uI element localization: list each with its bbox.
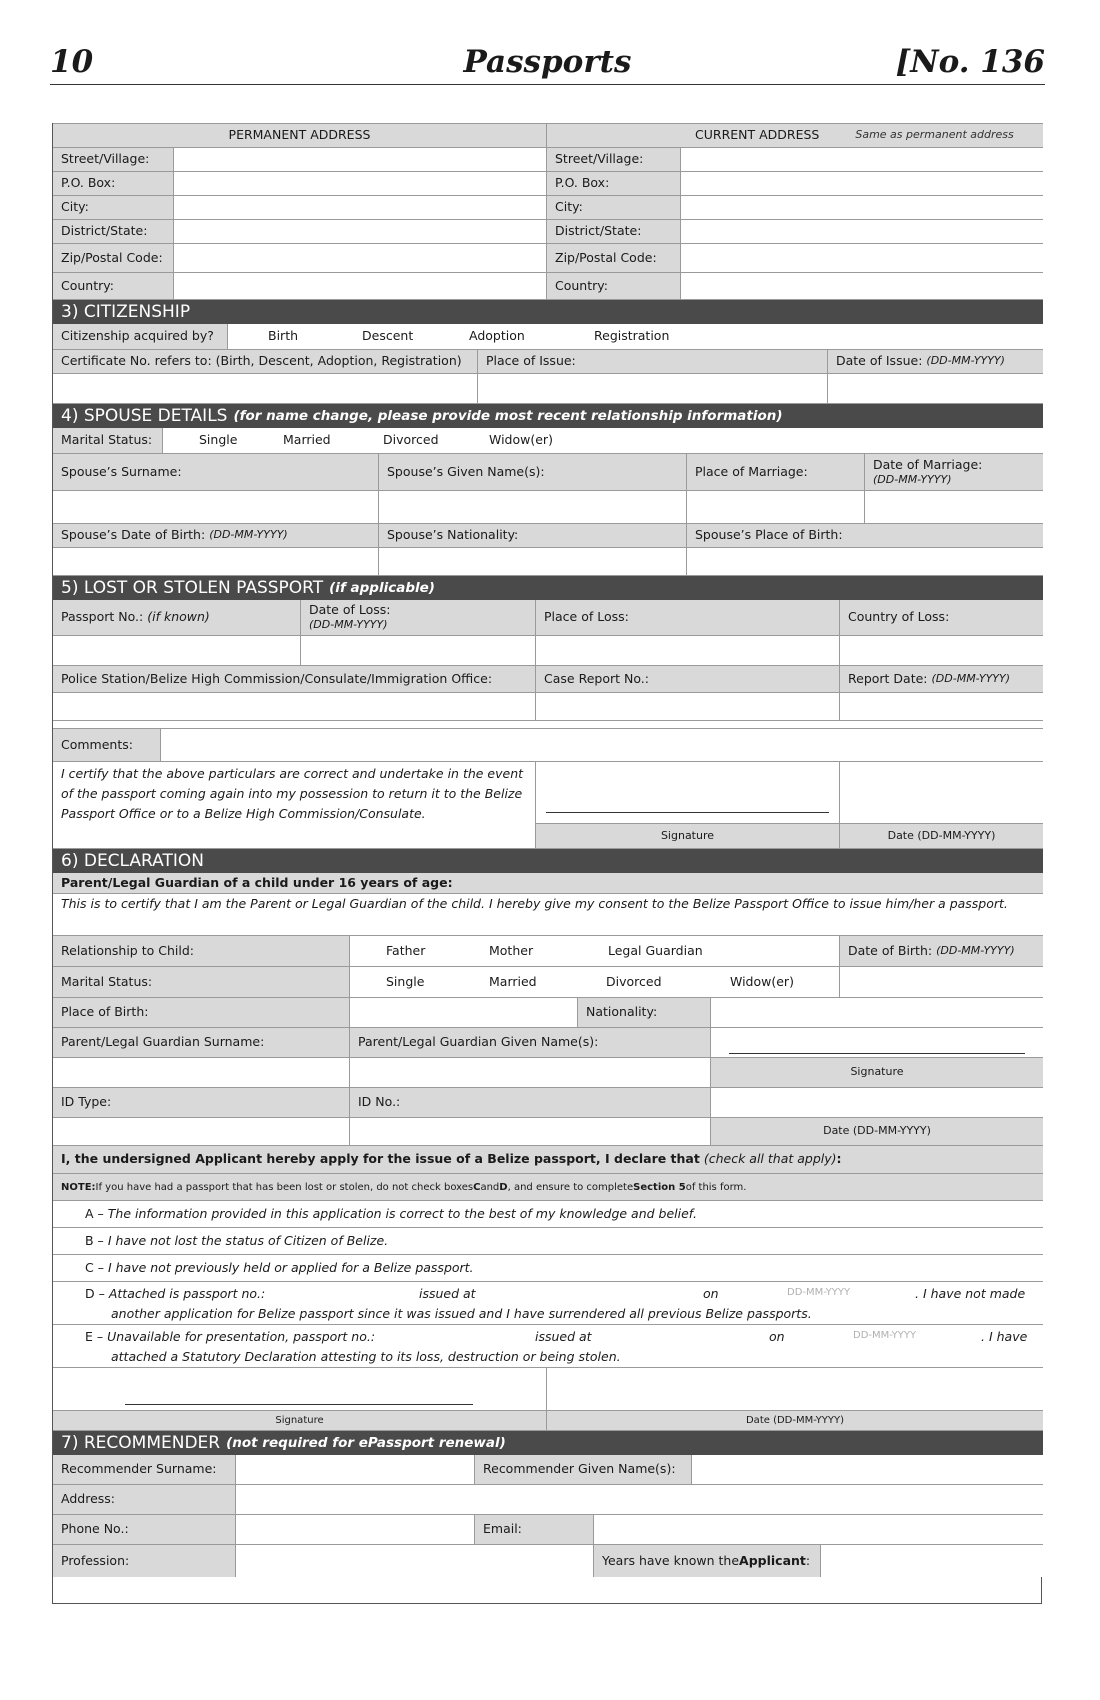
police-station-field[interactable]: [53, 693, 536, 721]
country-of-loss-field[interactable]: [840, 636, 1043, 666]
place-of-loss-field[interactable]: [536, 636, 840, 666]
perm-street-label: Street/Village:: [53, 148, 174, 172]
declaration-item-b[interactable]: B – I have not lost the status of Citizen of Belize.: [53, 1228, 1043, 1255]
case-report-no-label: Case Report No.:: [536, 666, 840, 693]
certificate-no-label: Certificate No. refers to: (Birth, Descent, Adoption, Registration): [53, 350, 478, 374]
place-of-marriage-field[interactable]: [687, 491, 865, 524]
curr-zip-label: Zip/Postal Code:: [547, 244, 681, 273]
guardian-given-field[interactable]: [350, 1058, 711, 1088]
perm-country-label: Country:: [53, 273, 174, 300]
declaration-item-a[interactable]: A – The information provided in this application is correct to the best of my knowledge and belief.: [53, 1201, 1043, 1228]
id-type-field[interactable]: [53, 1118, 350, 1146]
page-header: [50, 40, 1045, 85]
spouse-option-married[interactable]: Married: [283, 432, 331, 448]
id-no-label: ID No.:: [350, 1088, 711, 1118]
recommender-profession-field[interactable]: [236, 1545, 594, 1577]
place-of-issue-label: Place of Issue:: [478, 350, 828, 374]
recommender-surname-field[interactable]: [236, 1455, 475, 1485]
date-of-loss-field[interactable]: [301, 636, 536, 666]
option-descent[interactable]: Descent: [362, 328, 414, 344]
curr-street-label: Street/Village:: [547, 148, 681, 172]
report-date-label: Report Date: (DD-MM-YYYY): [840, 666, 1043, 693]
curr-district-label: District/State:: [547, 220, 681, 244]
lost-certify-text: I certify that the above particulars are correct and undertake in the event of the passport coming again into my possession to return it to the Belize Passport Office or to a Belize High Commission/Consulate.: [53, 762, 536, 849]
curr-zip-field[interactable]: [681, 244, 1043, 273]
guardian-nationality-field[interactable]: [711, 998, 1043, 1028]
curr-pobox-field[interactable]: [681, 172, 1043, 196]
recommender-section-bar: 7) RECOMMENDER (not required for ePassport renewal): [53, 1431, 1043, 1455]
spouse-dob-field[interactable]: [53, 548, 379, 576]
report-date-field[interactable]: [840, 693, 1043, 721]
case-report-no-field[interactable]: [536, 693, 840, 721]
guardian-option-widower[interactable]: Widow(er): [730, 973, 794, 989]
guardian-surname-label: Parent/Legal Guardian Surname:: [53, 1028, 350, 1058]
lost-date-box[interactable]: [840, 762, 1043, 824]
recommender-phone-label: Phone No.:: [53, 1515, 236, 1545]
date-of-marriage-label: Date of Marriage: (DD-MM-YYYY): [865, 454, 1043, 491]
current-address-heading: CURRENT ADDRESS Same as permanent address: [547, 123, 1043, 148]
spouse-option-widower[interactable]: Widow(er): [489, 432, 553, 448]
spouse-option-single[interactable]: Single: [199, 432, 238, 448]
spouse-section-bar: 4) SPOUSE DETAILS (for name change, please provide most recent relationship information): [53, 404, 1043, 428]
same-as-permanent-note: Same as permanent address: [855, 128, 1014, 142]
spouse-given-field[interactable]: [379, 491, 687, 524]
recommender-profession-label: Profession:: [53, 1545, 236, 1577]
lost-passport-section-bar: 5) LOST OR STOLEN PASSPORT (if applicable): [53, 576, 1043, 600]
country-of-loss-label: Country of Loss:: [840, 600, 1043, 636]
id-no-field[interactable]: [350, 1118, 711, 1146]
guardian-marital-options[interactable]: [350, 967, 840, 998]
page-number: 10: [50, 44, 94, 80]
lost-passport-no-label: Passport No.: (if known): [53, 600, 301, 636]
curr-city-label: City:: [547, 196, 681, 220]
curr-district-field[interactable]: [681, 220, 1043, 244]
declaration-note: NOTE: If you have had a passport that has been lost or stolen, do not check boxes C and D , and ensure to complete Section 5 of this form.: [53, 1174, 1043, 1201]
recommender-given-label: Recommender Given Name(s):: [475, 1455, 692, 1485]
guardian-signature-label: Signature: [711, 1058, 1043, 1088]
comments-field[interactable]: [161, 729, 1043, 762]
recommender-email-field[interactable]: [594, 1515, 1043, 1545]
issue-number: [No. 136: [895, 44, 1045, 80]
perm-country-field[interactable]: [174, 273, 547, 300]
perm-street-field[interactable]: [174, 148, 547, 172]
comments-label: Comments:: [53, 729, 161, 762]
guardian-nationality-label: Nationality:: [578, 998, 711, 1028]
guardian-marital-label: Marital Status:: [53, 967, 350, 998]
applicant-signature-label: Signature: [53, 1411, 547, 1431]
police-station-label: Police Station/Belize High Commission/Consulate/Immigration Office:: [53, 666, 536, 693]
guardian-signature-line: [729, 1053, 1025, 1054]
spouse-nationality-field[interactable]: [379, 548, 687, 576]
relationship-label: Relationship to Child:: [53, 936, 350, 967]
perm-district-label: District/State:: [53, 220, 174, 244]
spouse-place-of-birth-field[interactable]: [687, 548, 1043, 576]
lost-passport-no-field[interactable]: [53, 636, 301, 666]
spouse-dob-label: Spouse’s Date of Birth: (DD-MM-YYYY): [53, 524, 379, 548]
citizenship-acquired-label: Citizenship acquired by?: [53, 324, 228, 350]
recommender-email-label: Email:: [475, 1515, 594, 1545]
guardian-surname-field[interactable]: [53, 1058, 350, 1088]
spouse-option-divorced[interactable]: Divorced: [383, 432, 439, 448]
perm-district-field[interactable]: [174, 220, 547, 244]
guardian-signature-box[interactable]: [711, 1028, 1043, 1058]
applicant-date-label: Date (DD-MM-YYYY): [547, 1411, 1043, 1431]
apply-declaration: I, the undersigned Applicant hereby apply for the issue of a Belize passport, I declare that (check all that apply) :: [53, 1146, 1043, 1174]
years-known-field[interactable]: [821, 1545, 1043, 1577]
place-of-loss-label: Place of Loss:: [536, 600, 840, 636]
applicant-date-box[interactable]: [547, 1368, 1043, 1411]
spacer: [53, 721, 1043, 729]
applicant-signature-line: [125, 1404, 473, 1405]
perm-pobox-field[interactable]: [174, 172, 547, 196]
form: [52, 123, 1042, 1604]
guardian-option-single[interactable]: Single: [386, 973, 425, 989]
perm-city-label: City:: [53, 196, 174, 220]
recommender-address-label: Address:: [53, 1485, 236, 1515]
guardian-consent-text: This is to certify that I am the Parent or Legal Guardian of the child. I hereby give my consent to the Belize Passport Office to issue him/her a passport.: [53, 894, 1043, 936]
perm-pobox-label: P.O. Box:: [53, 172, 174, 196]
option-birth[interactable]: Birth: [268, 328, 299, 344]
page-title: Passports: [463, 44, 632, 80]
guardian-heading: Parent/Legal Guardian of a child under 16 years of age:: [53, 873, 1043, 894]
curr-city-field[interactable]: [681, 196, 1043, 220]
perm-zip-field[interactable]: [174, 244, 547, 273]
spouse-nationality-label: Spouse’s Nationality:: [379, 524, 687, 548]
curr-pobox-label: P.O. Box:: [547, 172, 681, 196]
guardian-date-label: Date (DD-MM-YYYY): [711, 1118, 1043, 1146]
relationship-options[interactable]: [350, 936, 840, 967]
option-registration[interactable]: Registration: [594, 328, 670, 344]
guardian-option-divorced[interactable]: Divorced: [606, 973, 662, 989]
declaration-item-c[interactable]: C – I have not previously held or applied for a Belize passport.: [53, 1255, 1043, 1282]
spouse-marital-options[interactable]: [163, 428, 1043, 454]
guardian-date-box[interactable]: [711, 1088, 1043, 1118]
years-known-label: Years have known the Applicant :: [594, 1545, 821, 1577]
option-adoption[interactable]: Adoption: [469, 328, 525, 344]
certificate-no-field[interactable]: [53, 374, 478, 404]
lost-signature-box[interactable]: [536, 762, 840, 824]
guardian-option-married[interactable]: Married: [489, 973, 537, 989]
lost-signature-line: [546, 812, 829, 813]
rel-option-mother[interactable]: Mother: [489, 942, 534, 958]
recommender-given-field[interactable]: [692, 1455, 1043, 1485]
spouse-given-label: Spouse’s Given Name(s):: [379, 454, 687, 491]
spouse-surname-field[interactable]: [53, 491, 379, 524]
curr-street-field[interactable]: [681, 148, 1043, 172]
permanent-address-heading: PERMANENT ADDRESS: [53, 123, 547, 148]
declaration-item-d[interactable]: D – Attached is passport no.: issued at on DD-MM-YYYY . I have not made another application for Belize passport since it was issued and I have surrendered all previous Belize passports.: [53, 1282, 1043, 1325]
citizenship-section-bar: 3) CITIZENSHIP: [53, 300, 1043, 324]
applicant-signature-box[interactable]: [53, 1368, 547, 1411]
date-of-marriage-field[interactable]: [865, 491, 1043, 524]
guardian-given-label: Parent/Legal Guardian Given Name(s):: [350, 1028, 711, 1058]
guardian-dob-label: Date of Birth: (DD-MM-YYYY): [840, 936, 1043, 967]
place-of-issue-field[interactable]: [478, 374, 828, 404]
recommender-phone-field[interactable]: [236, 1515, 475, 1545]
rel-option-guardian[interactable]: Legal Guardian: [608, 942, 703, 958]
date-of-issue-field[interactable]: [828, 374, 1043, 404]
id-type-label: ID Type:: [53, 1088, 350, 1118]
perm-zip-label: Zip/Postal Code:: [53, 244, 174, 273]
spouse-place-of-birth-label: Spouse’s Place of Birth:: [687, 524, 1043, 548]
citizenship-acquired-options[interactable]: [228, 324, 1043, 350]
guardian-place-of-birth-field[interactable]: [350, 998, 578, 1028]
date-of-loss-label: Date of Loss: (DD-MM-YYYY): [301, 600, 536, 636]
date-of-issue-label: Date of Issue: (DD-MM-YYYY): [828, 350, 1043, 374]
guardian-dob-field[interactable]: [840, 967, 1043, 998]
rel-option-father[interactable]: Father: [386, 942, 426, 958]
recommender-surname-label: Recommender Surname:: [53, 1455, 236, 1485]
declaration-section-bar: 6) DECLARATION: [53, 849, 1043, 873]
curr-country-label: Country:: [547, 273, 681, 300]
perm-city-field[interactable]: [174, 196, 547, 220]
guardian-place-of-birth-label: Place of Birth:: [53, 998, 350, 1028]
spouse-surname-label: Spouse’s Surname:: [53, 454, 379, 491]
curr-country-field[interactable]: [681, 273, 1043, 300]
place-of-marriage-label: Place of Marriage:: [687, 454, 865, 491]
spouse-marital-label: Marital Status:: [53, 428, 163, 454]
recommender-address-field[interactable]: [236, 1485, 1043, 1515]
declaration-item-e[interactable]: E – Unavailable for presentation, passport no.: issued at on DD-MM-YYYY . I have attached a Statutory Declaration attesting to its loss, destruction or being stolen.: [53, 1325, 1043, 1368]
lost-signature-label: Signature: [536, 824, 840, 849]
lost-date-label: Date (DD-MM-YYYY): [840, 824, 1043, 849]
